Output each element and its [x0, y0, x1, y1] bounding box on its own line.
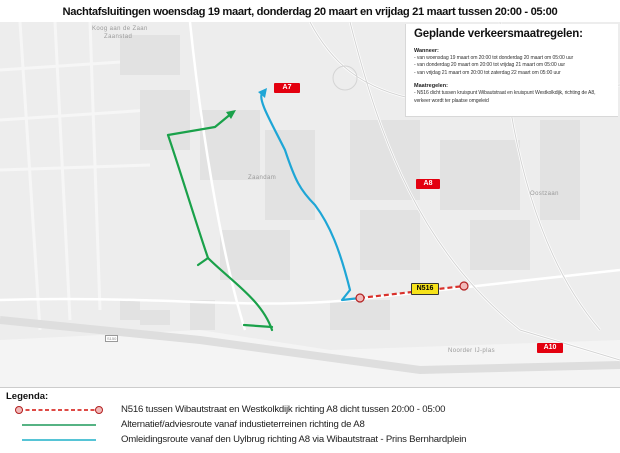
place-label: Koog aan de Zaan [92, 26, 148, 32]
road-badge-a7: A7 [274, 83, 300, 93]
when-heading: Wanneer: [414, 48, 439, 54]
cyan-line-icon [14, 433, 104, 447]
measures-heading: Maatregelen: [414, 83, 448, 90]
info-title: Geplande verkeersmaatregelen: [414, 28, 583, 40]
when-line: - van donderdag 20 maart om 20:00 tot vrijdag 21 maart om 05:00 uur [414, 62, 566, 69]
legend-label: Omleidingsroute vanaf den Uylbrug richting A8 via Wibautstraat - Prins Bernhardplein [121, 434, 467, 445]
road-label: S150 [107, 336, 117, 341]
legend-item-detour-route [14, 433, 614, 447]
place-label: Zaanstad [104, 34, 133, 40]
road-badge-a8: A8 [416, 179, 440, 189]
legend-item-alternative-route [14, 418, 614, 432]
legend-item-closure [14, 403, 614, 417]
when-line: - van woensdag 19 maart om 20:00 tot donderdag 20 maart om 05:00 uur [414, 55, 574, 61]
place-label: Noorder IJ-plas [448, 348, 496, 354]
closure-start-marker [356, 294, 364, 302]
measures-text: - N516 dicht tussen kruispunt Wibautstraat en kruispunt Westkolkdijk, richting de A8, verkeer wordt ter plaatse omgeleid [414, 90, 596, 104]
road-badge-a10: A10 [537, 343, 563, 353]
title-bar [0, 0, 620, 22]
legend-label: N516 tussen Wibautstraat en Westkolkdijk richting A8 dicht tussen 20:00 - 05:00 [121, 404, 446, 415]
info-box [405, 24, 618, 117]
dashed-line-icon [14, 403, 104, 417]
page-title: Nachtafsluitingen woensdag 19 maart, donderdag 20 maart en vrijdag 21 maart tussen 20:00 - 05:00 [62, 6, 558, 18]
green-line-icon [14, 418, 104, 432]
when-line: - van vrijdag 21 maart om 20:00 tot zaterdag 22 maart om 05:00 uur [414, 69, 561, 76]
legend [0, 387, 620, 453]
legend-title: Legenda: [6, 391, 49, 402]
place-label: Oostzaan [530, 191, 559, 197]
road-badge-n516: N516 [411, 283, 439, 295]
closure-end-marker [460, 282, 468, 290]
legend-label: Alternatief/adviesroute vanaf industieterreinen richting de A8 [121, 419, 365, 430]
place-label: Zaandam [248, 175, 277, 181]
